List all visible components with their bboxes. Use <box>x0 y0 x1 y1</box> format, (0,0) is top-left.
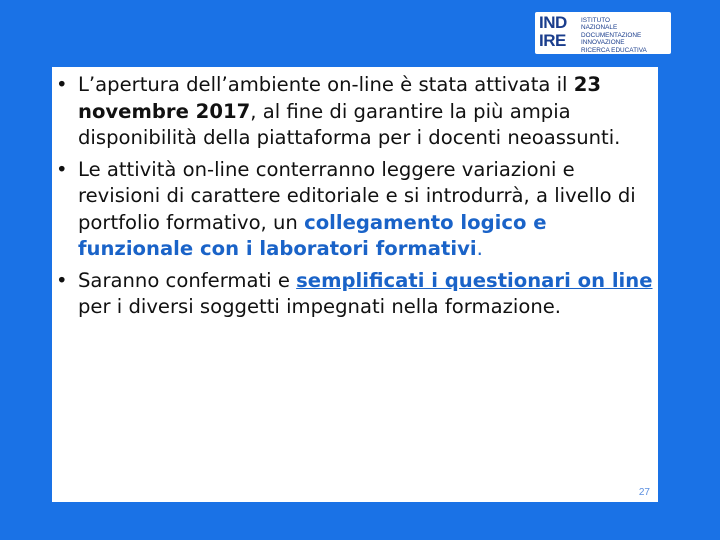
logo-sub-line: INNOVAZIONE <box>581 39 625 47</box>
logo-sub-line: RICERCA EDUCATIVA <box>581 46 647 54</box>
bullet-text: Le attività on-line conterranno leggere variazioni e revisioni di carattere editoriale e si introdurrà, a livello di portfolio formativo, un <box>78 157 636 234</box>
logo-sub-line: NAZIONALE <box>581 24 618 32</box>
logo-acronym-line2: IRE <box>539 31 566 50</box>
bullet-marker: • <box>56 268 68 292</box>
indire-logo <box>535 12 671 54</box>
logo-acronym-line1: IND <box>539 13 567 32</box>
bullet-list <box>52 72 658 326</box>
logo-acronym <box>539 14 567 50</box>
page-number: 27 <box>638 487 650 498</box>
bullet-text-highlight: collegamento logico e funzionale con i laboratori formativi <box>78 210 547 260</box>
bullet-item <box>52 268 658 321</box>
bullet-text-period: . <box>476 237 483 260</box>
bullet-text: , al fine di garantire la più ampia disponibilità della piattaforma per i docenti neoassunti. <box>78 99 621 149</box>
bullet-marker: • <box>56 73 68 96</box>
bullet-text: Saranno confermati e <box>78 268 297 292</box>
bullet-text-link[interactable]: semplificati i questionari on line <box>296 268 653 292</box>
bullet-text: per i diversi soggetti impegnati nella formazione. <box>78 295 562 318</box>
bullet-item <box>52 157 658 263</box>
bullet-marker: • <box>56 157 68 181</box>
slide-content-box <box>52 67 658 502</box>
logo-sub-line: ISTITUTO <box>581 17 610 24</box>
logo-subtitle <box>581 17 647 54</box>
bullet-item <box>52 72 658 152</box>
logo-sub-line: DOCUMENTAZIONE <box>581 31 642 39</box>
bullet-text: L’apertura dell’ambiente on-line è stata attivata il <box>78 73 574 96</box>
bullet-text-bold: 23 novembre 2017 <box>78 73 602 123</box>
